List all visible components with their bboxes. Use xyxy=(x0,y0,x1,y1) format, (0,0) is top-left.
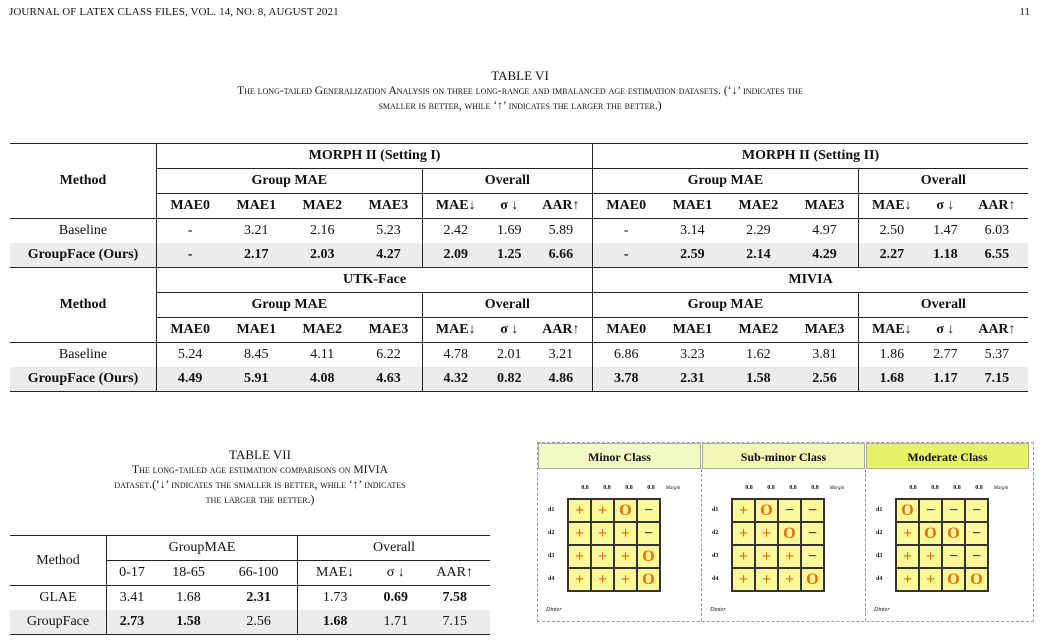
table-cell: 2.17 xyxy=(223,243,289,268)
row-label: d4 xyxy=(712,576,719,582)
table-cell: 3.23 xyxy=(680,347,705,362)
dataset-title: MORPH II (Setting I) xyxy=(157,144,593,169)
grid-cell: O xyxy=(801,568,824,591)
grid-cell: + xyxy=(591,545,614,568)
table-cell: 2.31 xyxy=(659,367,725,392)
group-mae-header: Group MAE xyxy=(157,169,423,194)
grid-cell: + xyxy=(568,522,591,545)
table-cell: 6.66 xyxy=(530,243,593,268)
grid-cell: − xyxy=(801,499,824,522)
distance-label: Dinter xyxy=(546,607,562,613)
table-cell: 3.14 xyxy=(680,223,705,238)
column-header: MAE3 xyxy=(791,194,858,219)
table7-caption-line: dataset.(‘↓’ indicates the smaller is better, while ‘↑’ indicates xyxy=(114,479,406,491)
column-header: σ ↓ xyxy=(925,194,966,219)
tick-label: 0.8 xyxy=(953,485,961,491)
grid-cell: + xyxy=(591,568,614,591)
row-label: d4 xyxy=(876,576,883,582)
grid-cell: + xyxy=(755,545,778,568)
grid-cell: + xyxy=(896,545,919,568)
table-cell: 7.15 xyxy=(966,367,1028,392)
running-header: JOURNAL OF LATEX CLASS FILES, VOL. 14, NO. 8, AUGUST 2021 xyxy=(9,6,339,18)
grid-cell: + xyxy=(896,568,919,591)
table-cell: 5.91 xyxy=(223,367,289,392)
tick-label: 0.8 xyxy=(603,485,611,491)
column-header: MAE2 xyxy=(725,194,791,219)
row-label: d3 xyxy=(712,553,719,559)
overall-header: Overall xyxy=(858,293,1028,318)
grid-cell: − xyxy=(637,499,660,522)
table7-header-row xyxy=(10,536,490,561)
panel-title: Minor Class xyxy=(538,443,701,469)
table-cell: 1.68 xyxy=(858,367,925,392)
table-cell: 1.18 xyxy=(925,243,966,268)
column-header: MAE1 xyxy=(659,194,725,219)
table-cell: 4.08 xyxy=(289,367,355,392)
table6-header-row xyxy=(10,144,1028,169)
column-header: MAE2 xyxy=(289,194,355,219)
overall-header: Overall xyxy=(298,536,490,561)
table-cell: 2.09 xyxy=(422,243,489,268)
row-label: d1 xyxy=(876,507,883,513)
table-row xyxy=(10,343,1028,368)
table-cell: 2.14 xyxy=(725,243,791,268)
distance-label: Dinter xyxy=(874,607,890,613)
method-name: Baseline xyxy=(58,223,108,238)
panel-title: Sub-minor Class xyxy=(702,443,865,469)
table-cell: - xyxy=(157,219,224,244)
table-cell: 2.56 xyxy=(220,610,298,635)
table-cell: 2.77 xyxy=(933,347,958,362)
column-header: MAE↓ xyxy=(858,194,925,219)
margin-figure xyxy=(537,442,1034,622)
grid-cell: − xyxy=(965,522,988,545)
table-cell: 2.16 xyxy=(310,223,335,238)
column-header: MAE2 xyxy=(725,318,791,343)
margin-label: Margin xyxy=(829,486,845,491)
table-cell: 1.62 xyxy=(746,347,771,362)
table-cell: 1.68 xyxy=(176,590,201,605)
grid-cell: + xyxy=(591,499,614,522)
grid-cell: + xyxy=(568,545,591,568)
grid-cell: + xyxy=(896,522,919,545)
column-header: MAE1 xyxy=(223,194,289,219)
column-header: MAE3 xyxy=(355,194,422,219)
column-header: MAE3 xyxy=(355,318,422,343)
grid-cell: + xyxy=(732,522,755,545)
method-name: GLAE xyxy=(39,590,77,605)
table6-column-row xyxy=(10,318,1028,343)
table-cell: 2.73 xyxy=(107,610,158,635)
grid-cell: + xyxy=(568,499,591,522)
column-header: MAE0 xyxy=(593,318,660,343)
tick-label: 0.8 xyxy=(789,485,797,491)
grid-cell: O xyxy=(942,568,965,591)
table-cell: 5.89 xyxy=(548,223,574,238)
distance-label: Dinter xyxy=(710,607,726,613)
figure-panel xyxy=(538,443,701,621)
table6-title: TABLE VI xyxy=(491,68,549,83)
column-header: 0-17 xyxy=(107,561,158,586)
table7 xyxy=(10,535,490,635)
margin-ticks xyxy=(902,485,1012,491)
grid-cell: − xyxy=(801,545,824,568)
table6-caption xyxy=(10,68,1030,114)
column-header: 18-65 xyxy=(157,561,220,586)
table-cell: 1.71 xyxy=(372,610,419,635)
table-cell: - xyxy=(593,219,660,244)
margin-grid xyxy=(895,498,989,592)
column-header: MAE0 xyxy=(157,194,224,219)
row-label: d1 xyxy=(712,507,719,513)
grid-cell: + xyxy=(919,568,942,591)
table-cell: 1.69 xyxy=(497,223,522,238)
grid-cell: O xyxy=(919,522,942,545)
table-cell: - xyxy=(593,243,660,268)
column-header: σ ↓ xyxy=(489,318,530,343)
column-header: MAE2 xyxy=(289,318,355,343)
table-cell: 6.86 xyxy=(593,343,660,368)
column-header: σ ↓ xyxy=(372,561,419,586)
table-cell: 6.55 xyxy=(966,243,1028,268)
column-header: AAR↑ xyxy=(530,318,593,343)
table-cell: 4.27 xyxy=(355,243,422,268)
table-row xyxy=(10,219,1028,244)
overall-header: Overall xyxy=(422,293,593,318)
table-cell: 5.37 xyxy=(984,347,1010,362)
tick-label: 0.8 xyxy=(909,485,917,491)
column-header: MAE↓ xyxy=(298,561,373,586)
table-cell: 1.25 xyxy=(489,243,530,268)
grid-cell: − xyxy=(965,545,988,568)
table-cell: 1.73 xyxy=(298,586,373,611)
grid-cell: O xyxy=(896,499,919,522)
row-label: d2 xyxy=(712,530,719,536)
grid-cell: + xyxy=(614,545,637,568)
margin-grid xyxy=(731,498,825,592)
overall-header: Overall xyxy=(422,169,593,194)
column-header: 66-100 xyxy=(220,561,298,586)
table-cell: 4.29 xyxy=(791,243,858,268)
column-header: MAE↓ xyxy=(858,318,925,343)
margin-ticks xyxy=(738,485,848,491)
method-name: GroupFace (Ours) xyxy=(10,367,157,392)
table-cell: 4.49 xyxy=(157,367,224,392)
grid-cell: + xyxy=(919,545,942,568)
table7-title: TABLE VII xyxy=(229,447,291,462)
row-label: d3 xyxy=(876,553,883,559)
column-header: MAE1 xyxy=(659,318,725,343)
table-row xyxy=(10,586,490,611)
margin-label: Margin xyxy=(665,486,681,491)
method-name: GroupFace xyxy=(10,610,107,635)
table7-caption-line: the larger the better.) xyxy=(205,494,315,506)
grid-cell: O xyxy=(637,545,660,568)
table-cell: 1.17 xyxy=(925,367,966,392)
grid-cell: O xyxy=(942,522,965,545)
table-cell: 1.47 xyxy=(933,223,958,238)
figure-panel xyxy=(702,443,865,621)
grid-cell: O xyxy=(778,522,801,545)
column-header: MAE3 xyxy=(791,318,858,343)
table6-header-row xyxy=(10,268,1028,293)
page-number: 11 xyxy=(1019,6,1030,18)
table-cell: 4.11 xyxy=(310,347,335,362)
group-mae-header: Group MAE xyxy=(593,293,859,318)
table-cell: 1.58 xyxy=(725,367,791,392)
grid-cell: O xyxy=(637,568,660,591)
table-cell: 3.41 xyxy=(107,586,158,611)
table-cell: 1.86 xyxy=(858,343,925,368)
table-cell: 2.03 xyxy=(289,243,355,268)
table6-subheader-row xyxy=(10,293,1028,318)
table-cell: 2.27 xyxy=(858,243,925,268)
table-cell: 3.21 xyxy=(244,223,269,238)
method-header: Method xyxy=(10,144,157,219)
dataset-title: MORPH II (Setting II) xyxy=(593,144,1028,169)
grid-cell: O xyxy=(965,568,988,591)
method-header: Method xyxy=(10,268,157,343)
grid-cell: O xyxy=(614,499,637,522)
table-cell: 3.81 xyxy=(812,347,837,362)
tick-label: 0.8 xyxy=(975,485,983,491)
row-label: d2 xyxy=(876,530,883,536)
table-row xyxy=(10,367,1028,392)
grid-cell: − xyxy=(778,499,801,522)
table-cell: 2.01 xyxy=(497,347,522,362)
grid-cell: − xyxy=(919,499,942,522)
margin-grid xyxy=(567,498,661,592)
grid-cell: + xyxy=(591,522,614,545)
grid-cell: + xyxy=(732,499,755,522)
dataset-title: UTK-Face xyxy=(157,268,593,293)
dataset-title: MIVIA xyxy=(593,268,1028,293)
margin-label: Margin xyxy=(993,486,1009,491)
tick-label: 0.8 xyxy=(625,485,633,491)
table-cell: 0.82 xyxy=(489,367,530,392)
tick-label: 0.8 xyxy=(767,485,775,491)
method-header: Method xyxy=(10,536,107,586)
tick-label: 0.8 xyxy=(745,485,753,491)
grid-cell: + xyxy=(755,568,778,591)
table-row xyxy=(10,243,1028,268)
column-header: MAE↓ xyxy=(422,194,489,219)
tick-label: 0.8 xyxy=(931,485,939,491)
group-mae-header: Group MAE xyxy=(593,169,859,194)
table-cell: 2.31 xyxy=(246,590,271,605)
group-mae-header: Group MAE xyxy=(157,293,423,318)
group-mae-header: GroupMAE xyxy=(107,536,298,561)
table7-caption-line: The long-tailed age estimation comparisons on MIVIA xyxy=(132,464,388,476)
grid-cell: − xyxy=(801,522,824,545)
panel-divider xyxy=(701,469,702,621)
panel-divider xyxy=(865,469,866,621)
table-cell: 1.68 xyxy=(298,610,373,635)
table6-subheader-row xyxy=(10,169,1028,194)
row-label: d3 xyxy=(548,553,555,559)
table-cell: 2.56 xyxy=(791,367,858,392)
grid-cell: + xyxy=(568,568,591,591)
column-header: MAE0 xyxy=(593,194,660,219)
tick-label: 0.8 xyxy=(581,485,589,491)
table-cell: 7.58 xyxy=(442,590,467,605)
table-cell: - xyxy=(157,243,224,268)
table-cell: 2.59 xyxy=(659,243,725,268)
grid-cell: − xyxy=(637,522,660,545)
method-name: GroupFace (Ours) xyxy=(10,243,157,268)
table6 xyxy=(10,143,1028,392)
grid-cell: + xyxy=(732,568,755,591)
grid-cell: + xyxy=(732,545,755,568)
figure-panel xyxy=(866,443,1029,621)
table-row xyxy=(10,610,490,635)
table-cell: 1.58 xyxy=(157,610,220,635)
grid-cell: O xyxy=(755,499,778,522)
table6-caption-line: The long-tailed Generalization Analysis on three long-range and imbalanced age estimation datasets. (‘↓’ indicates the xyxy=(237,85,803,97)
row-label: d1 xyxy=(548,507,555,513)
grid-cell: + xyxy=(755,522,778,545)
table-cell: 0.69 xyxy=(383,590,408,605)
table-cell: 2.50 xyxy=(858,219,925,244)
table-cell: 4.97 xyxy=(812,223,837,238)
table-cell: 3.78 xyxy=(593,367,660,392)
grid-cell: + xyxy=(778,568,801,591)
column-header: AAR↑ xyxy=(419,561,490,586)
table-cell: 2.42 xyxy=(422,219,489,244)
column-header: MAE↓ xyxy=(422,318,489,343)
tick-label: 0.8 xyxy=(647,485,655,491)
table-cell: 6.03 xyxy=(984,223,1010,238)
grid-cell: − xyxy=(965,499,988,522)
table-cell: 5.24 xyxy=(157,343,224,368)
table-cell: 2.29 xyxy=(746,223,771,238)
column-header: σ ↓ xyxy=(489,194,530,219)
table-cell: 6.22 xyxy=(376,347,401,362)
table7-caption xyxy=(6,447,514,508)
column-header: AAR↑ xyxy=(966,194,1028,219)
column-header: MAE0 xyxy=(157,318,224,343)
grid-cell: + xyxy=(778,545,801,568)
table-cell: 4.63 xyxy=(355,367,422,392)
table-cell: 4.86 xyxy=(530,367,593,392)
column-header: AAR↑ xyxy=(530,194,593,219)
panel-title: Moderate Class xyxy=(866,443,1029,469)
margin-ticks xyxy=(574,485,684,491)
row-label: d2 xyxy=(548,530,555,536)
table6-column-row xyxy=(10,194,1028,219)
column-header: AAR↑ xyxy=(966,318,1028,343)
table-cell: 7.15 xyxy=(419,610,490,635)
row-label: d4 xyxy=(548,576,555,582)
method-name: Baseline xyxy=(58,347,108,362)
grid-cell: − xyxy=(942,499,965,522)
table-cell: 5.23 xyxy=(376,223,401,238)
table-cell: 8.45 xyxy=(244,347,269,362)
tick-label: 0.8 xyxy=(811,485,819,491)
grid-cell: + xyxy=(614,522,637,545)
grid-cell: + xyxy=(614,568,637,591)
table-cell: 4.32 xyxy=(422,367,489,392)
table-cell: 4.78 xyxy=(422,343,489,368)
column-header: σ ↓ xyxy=(925,318,966,343)
column-header: MAE1 xyxy=(223,318,289,343)
grid-cell: − xyxy=(942,545,965,568)
overall-header: Overall xyxy=(858,169,1028,194)
table-cell: 3.21 xyxy=(548,347,574,362)
table6-caption-line: smaller is better, while ‘↑’ indicates the larger the better.) xyxy=(378,100,662,112)
